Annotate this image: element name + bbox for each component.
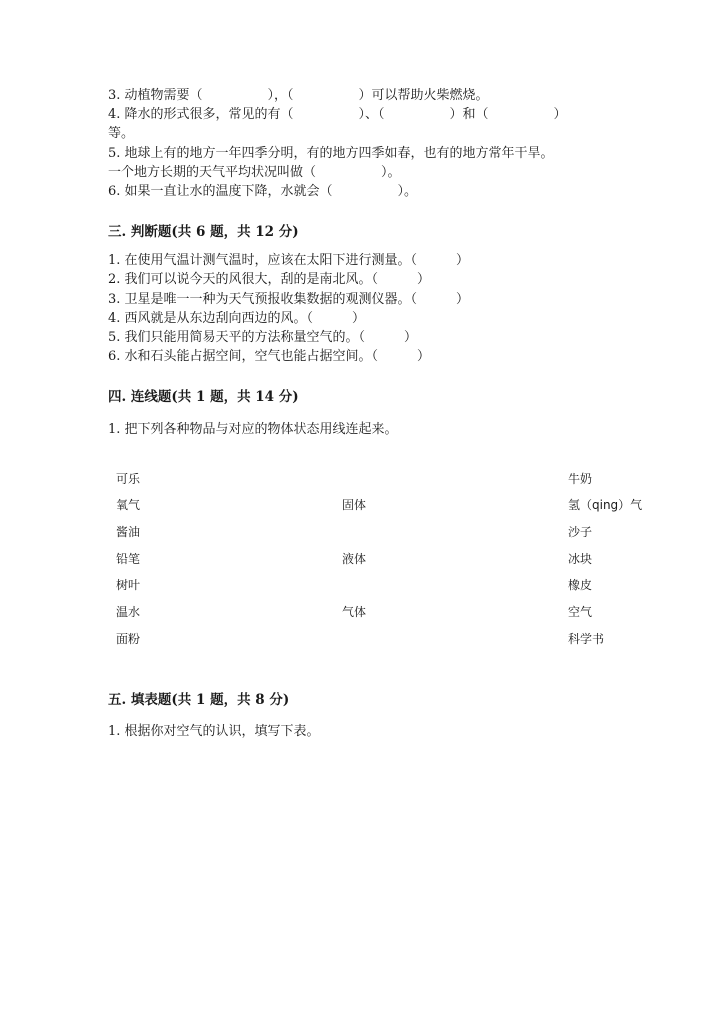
- matching-state-item: 固体: [342, 498, 367, 512]
- matching-right-item: 空气: [568, 605, 593, 619]
- fill-blank-line: 3. 动植物需要（ ），（ ）可以帮助火柴燃烧。: [108, 88, 489, 103]
- fill-blank-line: 等。: [108, 126, 135, 141]
- matching-left-item: 树叶: [116, 578, 141, 592]
- judge-item: 5. 我们只能用简易天平的方法称量空气的。（ ）: [108, 330, 418, 345]
- judge-item: 2. 我们可以说今天的风很大，刮的是南北风。（ ）: [108, 272, 431, 287]
- fill-blank-line: 6. 如果一直让水的温度下降，水就会（ ）。: [108, 184, 418, 199]
- matching-section-heading: 四. 连线题(共 1 题，共 14 分): [108, 389, 299, 405]
- matching-right-item: 科学书: [568, 632, 605, 646]
- judge-item: 6. 水和石头能占据空间，空气也能占据空间。（ ）: [108, 349, 431, 364]
- matching-left-item: 铅笔: [116, 552, 141, 566]
- matching-right-item: 冰块: [568, 552, 593, 566]
- judge-item: 4. 西风就是从东边刮向西边的风。（ ）: [108, 311, 366, 326]
- judge-item: 3. 卫星是唯一一种为天气预报收集数据的观测仪器。（ ）: [108, 292, 470, 307]
- matching-left-item: 温水: [116, 605, 141, 619]
- matching-state-item: 气体: [342, 605, 367, 619]
- matching-state-item: 液体: [342, 552, 367, 566]
- fill-blank-line: 4. 降水的形式很多，常见的有（ ）、（ ）和（ ）: [108, 107, 567, 122]
- matching-right-item: 橡皮: [568, 578, 593, 592]
- judge-section-heading: 三. 判断题(共 6 题，共 12 分): [108, 224, 299, 240]
- matching-question: 1. 把下列各种物品与对应的物体状态用线连起来。: [108, 422, 398, 437]
- matching-right-item: 牛奶: [568, 472, 593, 486]
- fill-blank-line: 一个地方长期的天气平均状况叫做（ ）。: [108, 165, 401, 180]
- matching-left-item: 可乐: [116, 472, 141, 486]
- matching-left-item: 面粉: [116, 632, 141, 646]
- table-question: 1. 根据你对空气的认识，填写下表。: [108, 724, 320, 739]
- matching-left-item: 酱油: [116, 525, 141, 539]
- matching-right-item: 氢（qing）气: [568, 498, 643, 512]
- matching-left-item: 氧气: [116, 498, 141, 512]
- fill-blank-line: 5. 地球上有的地方一年四季分明，有的地方四季如春，也有的地方常年干旱。: [108, 146, 554, 161]
- table-section-heading: 五. 填表题(共 1 题，共 8 分): [108, 692, 290, 708]
- matching-right-item: 沙子: [568, 525, 593, 539]
- judge-item: 1. 在使用气温计测气温时，应该在太阳下进行测量。（ ）: [108, 253, 470, 268]
